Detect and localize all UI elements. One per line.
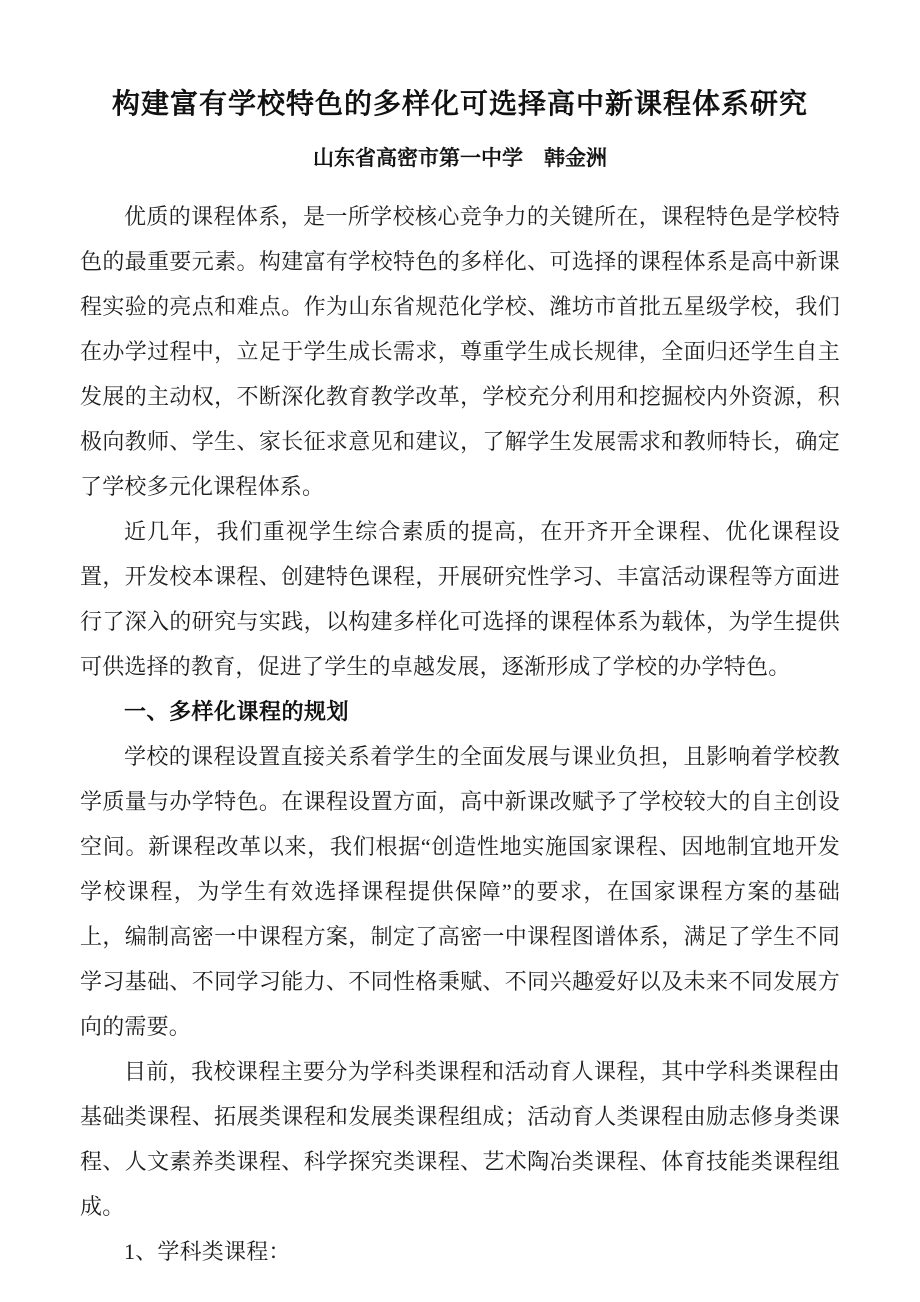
paragraph-list-item-1: 1、学科类课程： xyxy=(124,1239,291,1264)
document-title: 构建富有学校特色的多样化可选择高中新课程体系研究 xyxy=(111,88,808,119)
paragraph-intro-2: 近几年，我们重视学生综合素质的提高，在开齐开全课程、优化课程设置，开发校本课程、创建特色课程，开展研究性学习、丰富活动课程等方面进行了深入的研究与实践，以构建多样化可选择的课程体系为载体，为学生提供可供选择的教育，促进了学生的卓越发展，逐渐形成了学校的办学特色。 xyxy=(80,519,840,679)
paragraph-section1-2: 目前，我校课程主要分为学科类课程和活动育人课程，其中学科类课程由基础类课程、拓展类课程和发展类课程组成；活动育人类课程由励志修身类课程、人文素养类课程、科学探究类课程、艺术陶冶类课程、体育技能类课程组成。 xyxy=(80,1059,840,1219)
document-body xyxy=(80,194,840,1274)
paragraph-intro-1: 优质的课程体系，是一所学校核心竞争力的关键所在，课程特色是学校特色的最重要元素。构建富有学校特色的多样化、可选择的课程体系是高中新课程实验的亮点和难点。作为山东省规范化学校、潍坊市首批五星级学校，我们在办学过程中，立足于学生成长需求，尊重学生成长规律，全面归还学生自主发展的主动权，不断深化教育教学改革，学校充分利用和挖掘校内外资源，积极向教师、学生、家长征求意见和建议，了解学生发展需求和教师特长，确定了学校多元化课程体系。 xyxy=(80,204,840,499)
section-heading-1: 一、多样化课程的规划 xyxy=(124,699,350,724)
document-author: 山东省高密市第一中学 韩金洲 xyxy=(313,147,607,170)
paragraph-section1-1: 学校的课程设置直接关系着学生的全面发展与课业负担，且影响着学校教学质量与办学特色。在课程设置方面，高中新课改赋予了学校较大的自主创设空间。新课程改革以来，我们根据“创造性地实施国家课程、因地制宜地开发学校课程，为学生有效选择课程提供保障”的要求，在国家课程方案的基础上，编制高密一中课程方案，制定了高密一中课程图谱体系，满足了学生不同学习基础、不同学习能力、不同性格秉赋、不同兴趣爱好以及未来不同发展方向的需要。 xyxy=(80,744,840,1039)
